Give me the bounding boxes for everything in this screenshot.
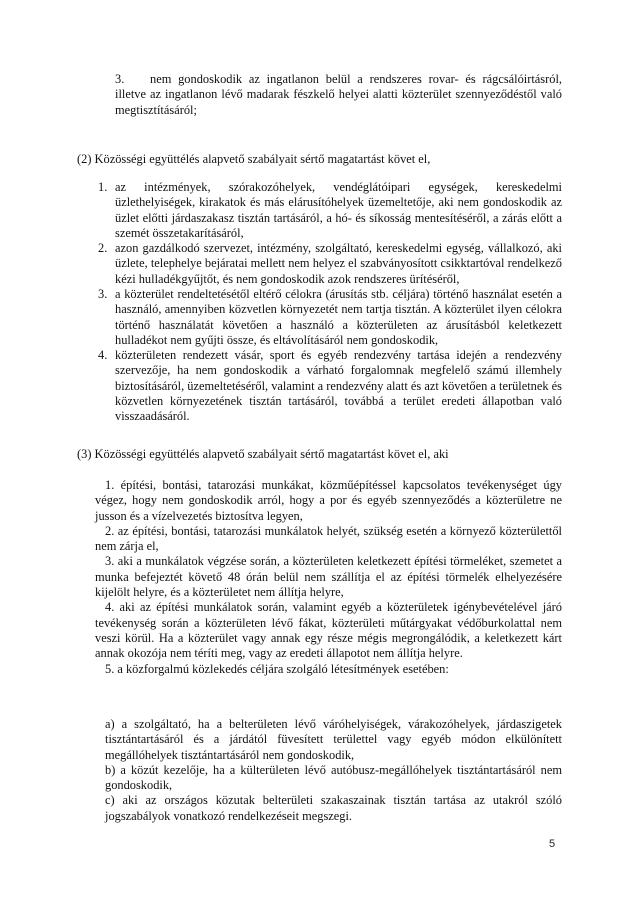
section-2-item-text: az intézmények, szórakozóhelyek, vendéglátóipari egységek, kereskedelmi üzlethelyiségek, kirakatok és más elárusítóhelyek üzemeltetője, aki nem gondoskodik az üzlet előtti járdaszakasz tisztán tartásáról, a hó- és síkosság mentesítéséről, a zárás előtt a szemét összetakarításáról, — [115, 180, 562, 240]
section-3-items — [95, 478, 562, 677]
section-2-item-number: 3. — [98, 287, 108, 301]
section-2-item-text: a közterület rendeltetésétől eltérő célokra (árusítás stb. céljára) történő használat esetén a használó, amennyiben közvetlen környezetét nem tartja tisztán. A közterület ilyen célokra történő használatát követően a használó a közterületen az árusításból keletkezett hulladékot nem gyűjti össze, és eltávolításáról nem gondoskodik, — [115, 287, 562, 347]
section-2-item-number: 2. — [98, 241, 108, 255]
section-2-heading: (2) Közösségi együttélés alapvető szabályait sértő magatartást követ el, — [77, 152, 431, 166]
section-3-subitem-b: b) a közút kezelője, ha a külterületen lévő autóbusz-megállóhelyek tisztántartásáról nem gondoskodik, — [105, 762, 562, 793]
section-3-item: 4. aki az építési munkálatok során, valamint egyéb a közterületek igénybevételével járó tevékenység során a közterületen lévő fákat, közterületi műtárgyakat védőburkolattal nem veszi körül. Ha a közterület vagy annak egy része mégis megrongálódik, a keletkezett kárt annak okozója nem téríti meg, vagy az eredeti állapotot nem állítja helyre. — [95, 600, 562, 661]
section-2-item-text: azon gazdálkodó szervezet, intézmény, szolgáltató, kereskedelmi egység, vállalkozó, aki üzlete, telephelye bejáratai mellett nem helyez el szabványosított csikktartóval rendelkező kézi hulladékgyűjtőt, és nem gondoskodik azok rendszeres ürítéséről, — [115, 241, 562, 286]
section-3-item: 5. a közforgalmú közlekedés céljára szolgáló létesítmények esetében: — [105, 661, 449, 676]
section-3-subitem-c: c) aki az országos közutak belterületi szakaszainak tisztán tartása az utakról szóló jogszabályok vonatkozó rendelkezéseit megszegi. — [105, 793, 562, 823]
page-number: 5 — [549, 838, 556, 850]
section-3-item: 3. aki a munkálatok végzése során, a közterületen keletkezett építési törmeléket, szemetet a munka befejeztét követő 48 órán belül nem szállítja el az építési törmelék elhelyezésére kijelölt helyre, és a közterületet nem állítja helyre, — [95, 554, 562, 600]
top-item-number: 3. — [115, 72, 125, 86]
section-2-item-number: 4. — [98, 348, 108, 362]
section-2-item-text: közterületen rendezett vásár, sport és egyéb rendezvény tartása idején a rendezvény szervezője, ha nem gondoskodik a várható forgalomnak megfelelő számú illemhely biztosításáról, üzemeltetéséről, valamint a rendezvény alatt és azt követően a területnek és közvetlen környezetének tisztán tartásáról, továbbá a terület eredeti állapotban való visszaadásáról. — [115, 348, 562, 424]
section-2-item-2 — [98, 241, 562, 287]
top-item-3 — [115, 72, 562, 118]
section-2-item-4 — [98, 348, 562, 424]
section-2-item-number: 1. — [98, 180, 108, 194]
section-3-item: 1. építési, bontási, tatarozási munkákat, közműépítéssel kapcsolatos tevékenységet úgy végez, hogy nem gondoskodik arról, hogy a por és egyéb szennyeződés a közterületre ne jusson és a vízelvezetés biztosítva legyen, — [95, 478, 562, 523]
section-3-item: 2. az építési, bontási, tatarozási munkálatok helyét, szükség esetén a környező közterülettől nem zárja el, — [95, 523, 562, 554]
section-3-subitem-a: a) a szolgáltató, ha a belterületen lévő váróhelyiségek, várakozóhelyek, járdaszigetek tisztántartásáról és a járdától füvesített területtel vagy egyéb módon elkülönített megállóhelyek tisztántartásáról nem gondoskodik, — [105, 717, 562, 762]
top-item-text: nem gondoskodik az ingatlanon belül a rendszeres rovar- és rágcsálóirtásról, illetve az ingatlanon lévő madarak fészkelő helyei alatti közterület szennyeződéstől való megtisztításáról; — [115, 72, 562, 117]
section-2-item-1 — [98, 180, 562, 241]
section-3-subitems — [105, 717, 562, 824]
section-2-item-3 — [98, 287, 562, 348]
section-3-heading: (3) Közösségi együttélés alapvető szabályait sértő magatartást követ el, aki — [77, 447, 449, 461]
